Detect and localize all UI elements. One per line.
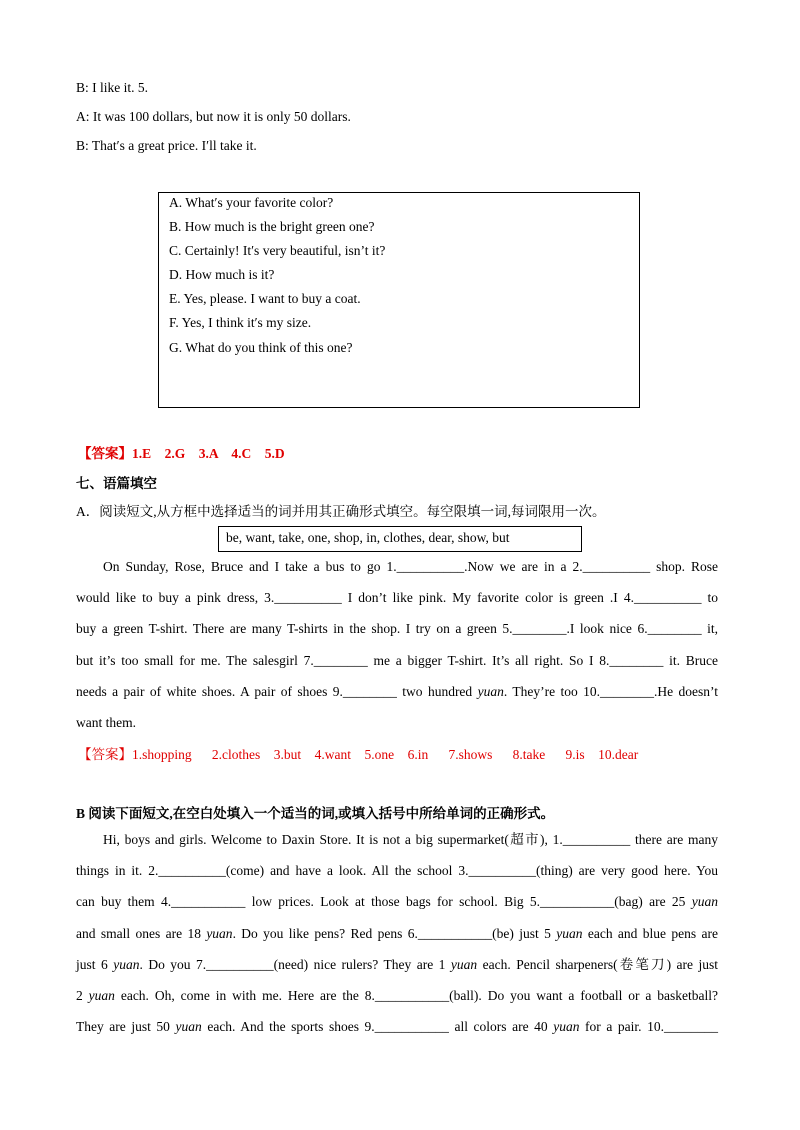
- part-a-line-4: but it’s too small for me. The salesgirl 7.________ me a bigger T-shirt. It’s all right. So I 8.________ it. Bruce: [76, 652, 718, 668]
- part-b-line-5b: . Do you 7.__________(need) nice rulers? They are 1: [139, 956, 451, 972]
- dialogue-line-b2: B: That′s a great price. I′ll take it.: [76, 138, 257, 153]
- answer-key-2: 【答案】1.shopping 2.clothes 3.but 4.want 5.one 6.in 7.shows 8.take 9.is 10.dear: [78, 747, 639, 762]
- dialogue-line-b1: B: I like it. 5.: [76, 80, 148, 95]
- part-b-line-4a: and small ones are 18: [76, 925, 207, 941]
- part-a-line-3: buy a green T-shirt. There are many T-shirts in the shop. I try on a green 5.________.I look nice 6.________ it,: [76, 621, 718, 637]
- yuan-word: yuan: [175, 1019, 202, 1035]
- options-box: [158, 192, 640, 408]
- part-a-line-5-rest: . They’re too 10.________.He doesn’t: [503, 683, 719, 699]
- part-b-line-4c: each and blue pens are: [582, 925, 718, 941]
- part-b-line-6a: 2: [76, 987, 89, 1003]
- part-b-line-2: things in it. 2.__________(come) and have a look. All the school 3.__________(thing) are very good here. You: [76, 863, 718, 879]
- option-c: C. Certainly! It′s very beautiful, isn’t it?: [169, 243, 386, 258]
- part-b-instruction: B 阅读下面短文,在空白处填入一个适当的词,或填入括号中所给单词的正确形式。: [76, 806, 555, 821]
- yuan-word: yuan: [450, 956, 478, 972]
- option-e: E. Yes, please. I want to buy a coat.: [169, 291, 361, 306]
- part-b-line-5a: just 6: [76, 956, 114, 972]
- part-b-line-4b: . Do you like pens? Red pens 6.___________(be) just 5: [232, 925, 557, 941]
- part-a-instruction: A．阅读短文,从方框中选择适当的词并用其正确形式填空。每空限填一词,每词限用一次。: [76, 504, 606, 519]
- part-a-line-1: On Sunday, Rose, Bruce and I take a bus to go 1.__________.Now we are in a 2.__________ shop. Rose: [103, 559, 718, 574]
- answer-key-1: 【答案】1.E 2.G 3.A 4.C 5.D: [78, 446, 285, 461]
- part-a-line-2: would like to buy a pink dress, 3.__________ I don’t like pink. My favorite color is green .I 4.__________ to: [76, 590, 718, 606]
- part-a-passage: [76, 551, 718, 738]
- part-b-passage: [76, 824, 718, 1042]
- part-a-line-6: want them.: [76, 714, 136, 730]
- part-b-line-7a: They are just 50: [76, 1019, 176, 1035]
- dialogue-line-a: A: It was 100 dollars, but now it is only 50 dollars.: [76, 109, 351, 124]
- part-b-line-7c: for a pair. 10.________: [579, 1019, 718, 1035]
- yuan-word: yuan: [477, 683, 504, 699]
- section-title: 七、语篇填空: [76, 476, 157, 491]
- part-a-line-5: needs a pair of white shoes. A pair of shoes 9.________ two hundred: [76, 683, 478, 699]
- yuan-word: yuan: [88, 987, 115, 1003]
- yuan-word: yuan: [691, 894, 718, 910]
- yuan-word: yuan: [206, 925, 233, 941]
- part-b-line-7b: each. And the sports shoes 9.___________ all colors are 40: [201, 1019, 554, 1035]
- word-box: be, want, take, one, shop, in, clothes, dear, show, but: [218, 526, 582, 552]
- option-d: D. How much is it?: [169, 267, 275, 282]
- part-b-line-5c: each. Pencil sharpeners(卷笔刀) are just: [477, 956, 718, 972]
- part-b-line-1: Hi, boys and girls. Welcome to Daxin Store. It is not a big supermarket(超市), 1.__________ there are many: [103, 832, 718, 847]
- option-b: B. How much is the bright green one?: [169, 219, 375, 234]
- part-b-line-6b: each. Oh, come in with me. Here are the 8.___________(ball). Do you want a football or a basketball?: [114, 987, 719, 1003]
- option-f: F. Yes, I think it′s my size.: [169, 315, 312, 330]
- yuan-word: yuan: [556, 925, 583, 941]
- option-a: A. What′s your favorite color?: [169, 195, 334, 210]
- option-g: G. What do you think of this one?: [169, 340, 353, 355]
- yuan-word: yuan: [553, 1019, 580, 1035]
- yuan-word: yuan: [113, 956, 140, 972]
- part-b-line-3: can buy them 4.___________ low prices. Look at those bags for school. Big 5.___________(bag) are 25: [76, 894, 692, 910]
